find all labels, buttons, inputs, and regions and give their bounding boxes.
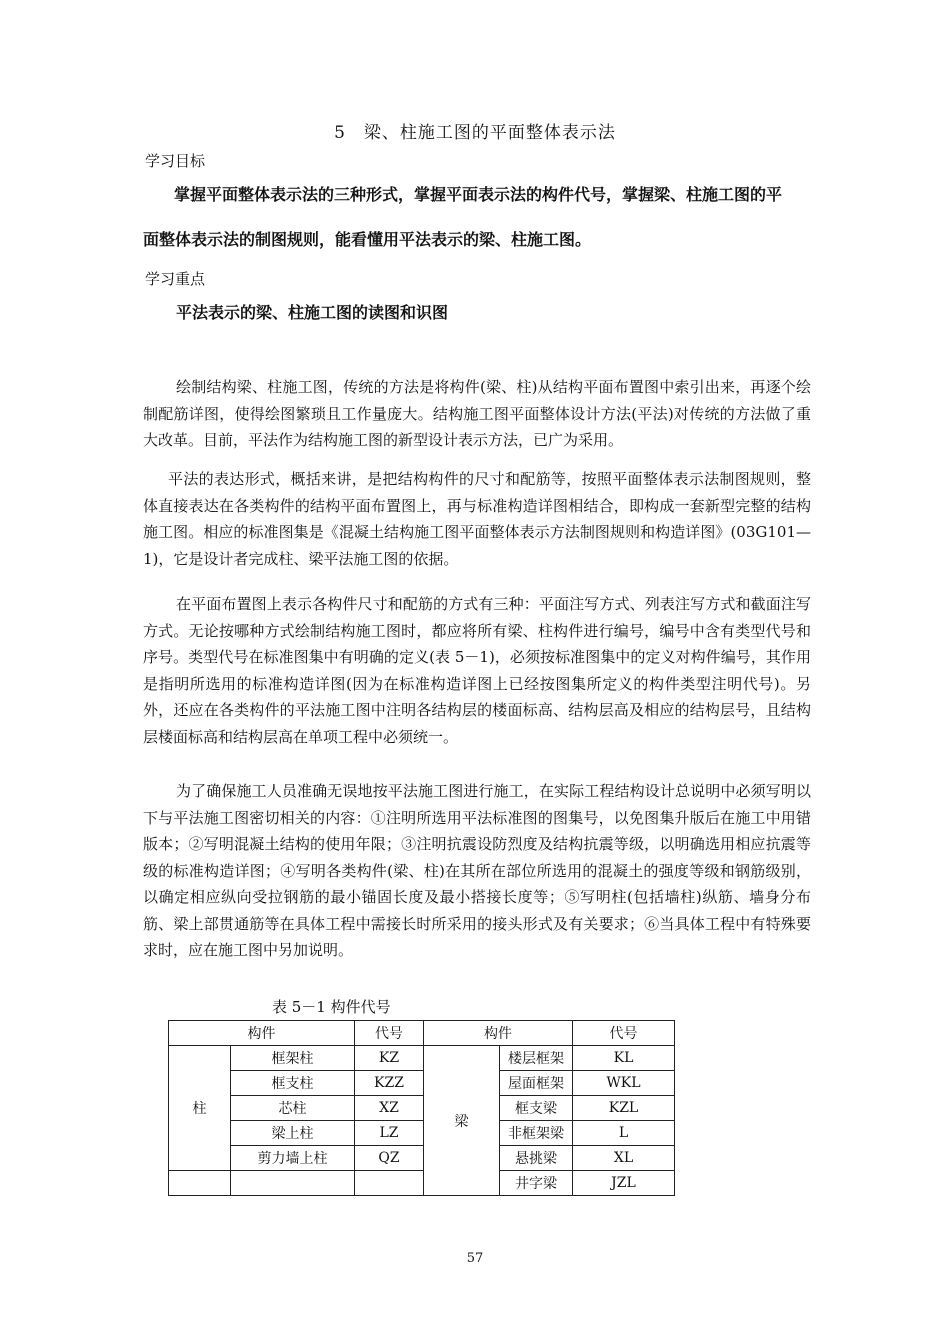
table-row xyxy=(169,1171,675,1196)
column-code: KZZ xyxy=(355,1071,424,1096)
empty-cell xyxy=(355,1171,424,1196)
empty-cell xyxy=(169,1171,231,1196)
key-text: 平法表示的梁、柱施工图的读图和识图 xyxy=(176,303,449,322)
paragraph-1: 绘制结构梁、柱施工图，传统的方法是将构件(梁、柱)从结构平面布置图中索引出来，再逐个绘制配筋详图，使得绘图繁琐且工作量庞大。结构施工图平面整体设计方法(平法)对传统的方法做了重大改革。目前，平法作为结构施工图的新型设计表示方法，已广为采用。 xyxy=(143,378,811,449)
table-row xyxy=(169,1071,675,1096)
column-name: 梁上柱 xyxy=(231,1121,355,1146)
page-number: 57 xyxy=(466,1251,484,1266)
objectives-line-2: 面整体表示法的制图规则，能看懂用平法表示的梁、柱施工图。 xyxy=(143,230,592,249)
column-name: 剪力墙上柱 xyxy=(231,1146,355,1171)
column-code: XZ xyxy=(355,1096,424,1121)
column-name: 框架柱 xyxy=(231,1046,355,1071)
table-row xyxy=(169,1121,675,1146)
component-code-table xyxy=(168,1020,675,1196)
column-name: 框支柱 xyxy=(231,1071,355,1096)
paragraph-3: 在平面布置图上表示各构件尺寸和配筋的方式有三种：平面注写方式、列表注写方式和截面注写方式。无论按哪种方式绘制结构施工图时，都应将所有梁、柱构件进行编号，编号中含有类型代号和序号。类型代号在标准图集中有明确的定义(表 5－1)，必须按标准图集中的定义对构件编号，其作用是指明所选用的标准构造详图(因为在标准构造详图上已经按图集所定义的构件类型注明代号)。另外，还应在各类构件的平法施工图中注明各结构层的楼面标高、结构层高及相应的结构层号，且结构层楼面标高和结构层高在单项工程中必须统一。 xyxy=(143,595,811,746)
beam-code: JZL xyxy=(573,1171,675,1196)
beam-name: 井字梁 xyxy=(500,1171,573,1196)
header-component: 构件 xyxy=(169,1021,355,1046)
empty-cell xyxy=(231,1171,355,1196)
beam-name: 非框架梁 xyxy=(500,1121,573,1146)
group-beam: 梁 xyxy=(424,1046,500,1196)
table-row xyxy=(169,1146,675,1171)
table-row xyxy=(169,1046,675,1071)
header-code: 代号 xyxy=(355,1021,424,1046)
beam-name: 屋面框架 xyxy=(500,1071,573,1096)
beam-code: KL xyxy=(573,1046,675,1071)
beam-name: 楼层框架 xyxy=(500,1046,573,1071)
paragraph-2: 平法的表达形式，概括来讲，是把结构构件的尺寸和配筋等，按照平面整体表示法制图规则，整体直接表达在各类构件的结构平面布置图上，再与标准构造详图相结合，即构成一套新型完整的结构施工图。相应的标准图集是《混凝土结构施工图平面整体表示方法制图规则和构造详图》(03G101—1)，它是设计者完成柱、梁平法施工图的依据。 xyxy=(143,470,811,568)
beam-name: 框支梁 xyxy=(500,1096,573,1121)
paragraph-4: 为了确保施工人员准确无误地按平法施工图进行施工，在实际工程结构设计总说明中必须写明以下与平法施工图密切相关的内容：①注明所选用平法标准图的图集号，以免图集升版后在施工中用错版本；②写明混凝土结构的使用年限；③注明抗震设防烈度及结构抗震等级，以明确选用相应抗震等级的标准构造详图；④写明各类构件(梁、柱)在其所在部位所选用的混凝土的强度等级和钢筋级别，以确定相应纵向受拉钢筋的最小锚固长度及最小搭接长度等；⑤写明柱(包括墙柱)纵筋、墙身分布筋、梁上部贯通筋等在具体工程中需接长时所采用的接头形式及有关要求；⑥当具体工程中有特殊要求时，应在施工图中另加说明。 xyxy=(143,782,811,959)
page-title: 5 梁、柱施工图的平面整体表示法 xyxy=(334,123,616,143)
key-heading: 学习重点 xyxy=(145,270,206,288)
header-component: 构件 xyxy=(424,1021,573,1046)
beam-code: WKL xyxy=(573,1071,675,1096)
beam-code: L xyxy=(573,1121,675,1146)
column-code: KZ xyxy=(355,1046,424,1071)
beam-code: KZL xyxy=(573,1096,675,1121)
beam-name: 悬挑梁 xyxy=(500,1146,573,1171)
table-row xyxy=(169,1096,675,1121)
objectives-line-1: 掌握平面整体表示法的三种形式，掌握平面表示法的构件代号，掌握梁、柱施工图的平 xyxy=(174,185,783,204)
beam-code: XL xyxy=(573,1146,675,1171)
column-code: LZ xyxy=(355,1121,424,1146)
table-caption: 表 5－1 构件代号 xyxy=(272,998,391,1016)
table-header-row xyxy=(169,1021,675,1046)
objectives-heading: 学习目标 xyxy=(145,152,206,170)
column-code: QZ xyxy=(355,1146,424,1171)
column-name: 芯柱 xyxy=(231,1096,355,1121)
header-code: 代号 xyxy=(573,1021,675,1046)
group-column: 柱 xyxy=(169,1046,231,1171)
